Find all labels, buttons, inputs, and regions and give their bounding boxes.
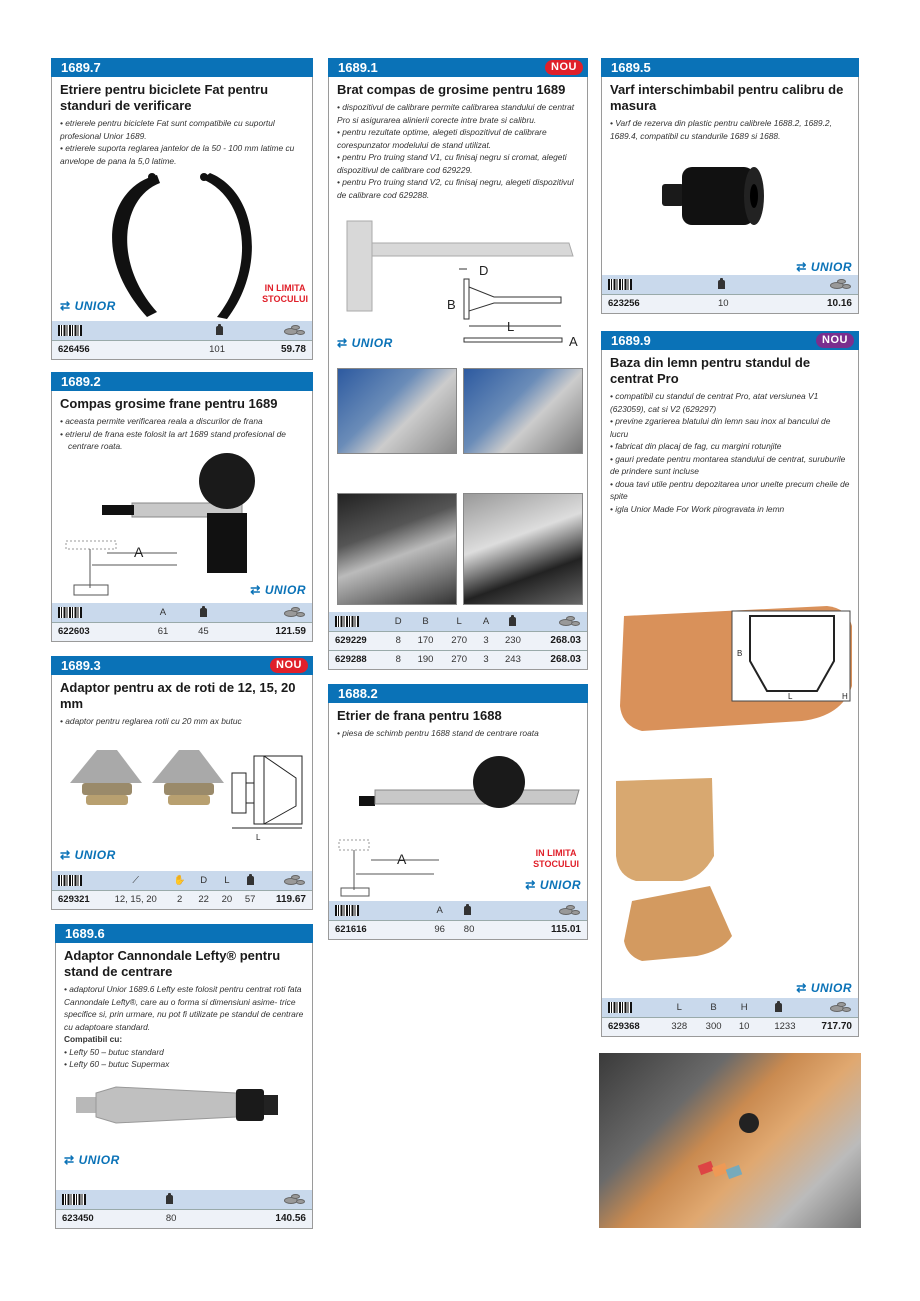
unior-logo bbox=[796, 260, 852, 274]
article-code: 623450 bbox=[62, 1213, 94, 1225]
unior-logo bbox=[60, 848, 116, 862]
product-image-area bbox=[329, 740, 587, 900]
desc-line: • etrierele suporta reglarea jantelor de la 50 - 100 mm latime cu anvelope de pana la 5,0 latime. bbox=[60, 143, 295, 166]
dim-a-value: 96 bbox=[434, 924, 445, 936]
product-card-1689-5 bbox=[601, 58, 859, 314]
product-description bbox=[329, 101, 587, 201]
svg-text:A: A bbox=[569, 334, 578, 349]
unior-mark-icon: ⇄ bbox=[64, 1152, 75, 1167]
price-value: 121.59 bbox=[275, 626, 306, 638]
desc-line: • previne zgarierea blatului din lemn sau inox al bancului de lucru bbox=[610, 416, 831, 439]
product-code-header bbox=[51, 656, 313, 675]
weight-value: 230 bbox=[505, 635, 521, 646]
dim-a-value: 61 bbox=[157, 626, 169, 638]
column-header-a: A bbox=[436, 904, 443, 916]
unior-logo bbox=[337, 336, 393, 350]
price-value: 119.67 bbox=[275, 894, 306, 906]
product-code-header bbox=[51, 58, 313, 77]
svg-text:B: B bbox=[737, 649, 743, 658]
column-header-l: L bbox=[676, 1001, 682, 1013]
product-title: Adaptor pentru ax de roti de 12, 15, 20 mm bbox=[60, 680, 296, 711]
article-code: 626456 bbox=[58, 344, 90, 356]
weight-icon bbox=[239, 871, 262, 890]
product-code-header bbox=[55, 924, 313, 943]
dim-d-value: 8 bbox=[395, 654, 401, 666]
price-value: 140.56 bbox=[275, 1213, 306, 1225]
desc-line: • adaptorul Unior 1689.6 Lefty este folosit pentru centrat roti fata Cannondale Lefty®, care au o forma si dimensiuni asime- trice specifice si, prin urmare, nu pot fi utilizate pe standul de centrare cu adaptoare standard. bbox=[64, 984, 304, 1032]
weight-value: 243 bbox=[505, 654, 521, 666]
svg-text:L: L bbox=[788, 692, 793, 701]
unior-logo bbox=[64, 1153, 120, 1167]
product-card-1689-6 bbox=[55, 924, 313, 1229]
desc-line: • compatibil cu standul de centrat Pro, atat versiunea V1 (623059), cat si V2 (629297) bbox=[610, 391, 819, 414]
brand-text: UNIOR bbox=[351, 336, 393, 350]
product-code: 1689.1 bbox=[338, 60, 378, 75]
dim-b-value: 170 bbox=[417, 635, 434, 646]
product-description bbox=[602, 117, 858, 142]
product-card-1688-2 bbox=[328, 684, 588, 940]
weight-icon bbox=[758, 998, 800, 1017]
compat-title: Compatibil cu: bbox=[64, 1034, 123, 1044]
desc-line: • pentru Pro truing stand V1, cu finisaj negru si cromat, alegeti dispozitivul de calibrare cod 629229. bbox=[337, 152, 567, 175]
product-description bbox=[52, 715, 312, 728]
unior-mark-icon: ⇄ bbox=[60, 847, 71, 862]
stock-line: STOCULUI bbox=[533, 858, 579, 869]
spec-table bbox=[56, 1190, 312, 1228]
replacement-tip-image bbox=[602, 142, 860, 272]
product-image-area bbox=[52, 728, 312, 878]
desc-line: • etrierele pentru biciclete Fat sunt compatibile cu suportul profesional Unior 1689. bbox=[60, 118, 275, 141]
svg-text:D: D bbox=[479, 263, 489, 278]
desc-line: • adaptor pentru reglarea rotii cu 20 mm ax butuc bbox=[60, 716, 242, 726]
unior-mark-icon: ⇄ bbox=[250, 582, 261, 597]
product-title: Varf interschimbabil pentru calibru de masura bbox=[610, 82, 844, 113]
product-image-area bbox=[602, 142, 858, 272]
price-icon bbox=[209, 1190, 312, 1209]
table-row bbox=[329, 631, 587, 650]
product-code: 1689.9 bbox=[611, 333, 651, 348]
svg-text:A: A bbox=[397, 850, 407, 867]
weight-value: 10 bbox=[718, 298, 729, 310]
desc-line: • dispozitivul de calibrare permite calibrarea standului de centrat Pro si asigurarea alinierii corecte intre brate si calibru. bbox=[337, 102, 575, 125]
brand-text: UNIOR bbox=[74, 847, 116, 862]
table-row bbox=[56, 1209, 312, 1228]
price-value: 717.70 bbox=[821, 1021, 852, 1033]
desc-line: • gauri predate pentru montarea standului de centrat, suruburile de prindere sunt incluse bbox=[610, 453, 846, 476]
weight-icon bbox=[496, 612, 530, 631]
brand-text: UNIOR bbox=[810, 981, 852, 995]
column-header-d: D bbox=[394, 615, 402, 627]
article-code: 623256 bbox=[608, 298, 640, 310]
new-badge: NOU bbox=[270, 658, 308, 673]
spec-table bbox=[602, 998, 858, 1036]
article-code: 629368 bbox=[608, 1021, 640, 1033]
price-value: 10.16 bbox=[826, 298, 852, 310]
product-card-1689-3 bbox=[51, 656, 313, 910]
brake-caliper-gauge-image bbox=[52, 453, 314, 603]
calibration-arm-image bbox=[329, 201, 589, 351]
compat-line: • Lefty 50 – butuc standard bbox=[64, 1046, 164, 1057]
desc-line: • piesa de schimb pentru 1688 stand de centrare roata bbox=[337, 728, 539, 738]
weight-value: 57 bbox=[244, 894, 256, 906]
dim-d-value: 8 bbox=[395, 635, 401, 646]
brake-caliper-image bbox=[329, 740, 589, 900]
price-icon bbox=[530, 612, 587, 631]
brand-text: UNIOR bbox=[264, 582, 306, 597]
desc-line: • pentru Pro truing stand V2, cu finisaj negru, alegeti dispozitivul de calibrare cod 629288. bbox=[337, 177, 574, 200]
barcode-icon bbox=[602, 275, 714, 294]
hand-tools-on-base-image bbox=[599, 1053, 861, 1228]
product-code: 1689.3 bbox=[61, 658, 101, 673]
stock-limited-note bbox=[262, 283, 308, 305]
wooden-base-image bbox=[602, 586, 860, 1006]
table-row bbox=[52, 890, 312, 909]
unior-logo bbox=[60, 299, 116, 313]
column-header-a: A bbox=[159, 606, 167, 618]
axle-icon: ⟋ bbox=[132, 874, 140, 886]
product-title: Etriere pentru biciclete Fat pentru standuri de verificare bbox=[60, 82, 269, 113]
spec-table bbox=[52, 871, 312, 909]
spec-table bbox=[52, 603, 312, 641]
product-description bbox=[52, 415, 312, 453]
product-code-header bbox=[601, 58, 859, 77]
stock-limited-note bbox=[533, 848, 579, 870]
desc-line: • doua tavi utile pentru depozitarea unor unelte precum cheile de spite bbox=[610, 478, 850, 501]
barcode-icon bbox=[329, 612, 388, 631]
unior-mark-icon: ⇄ bbox=[525, 877, 536, 892]
table-row bbox=[52, 622, 312, 641]
svg-text:L: L bbox=[256, 832, 261, 842]
product-description bbox=[329, 727, 587, 740]
barcode-icon bbox=[52, 321, 129, 340]
price-value: 268.03 bbox=[550, 635, 581, 646]
product-description bbox=[56, 983, 312, 1071]
product-card-1689-1 bbox=[328, 58, 588, 670]
price-icon bbox=[800, 998, 859, 1017]
weight-icon bbox=[714, 275, 764, 294]
usage-photo-3 bbox=[337, 493, 457, 605]
weight-icon bbox=[183, 603, 223, 622]
desc-line: • Varf de rezerva din plastic pentru calibrele 1688.2, 1689.2, 1689.4, compatibil cu standurile 1689 si 1688. bbox=[610, 118, 832, 141]
svg-text:H: H bbox=[842, 692, 848, 701]
barcode-icon bbox=[52, 603, 143, 622]
usage-photo-4 bbox=[463, 493, 583, 605]
product-image-area bbox=[329, 201, 587, 351]
weight-icon bbox=[460, 901, 500, 920]
axle-value: 12, 15, 20 bbox=[114, 894, 157, 906]
weight-value: 45 bbox=[198, 626, 209, 638]
table-row bbox=[329, 650, 587, 669]
product-code-header bbox=[601, 331, 859, 350]
desc-line: • fabricat din placaj de fag, cu margini rotunjite bbox=[610, 441, 782, 451]
dim-l-value: 328 bbox=[671, 1021, 688, 1033]
column-header-h: H bbox=[740, 1001, 748, 1013]
brand-text: UNIOR bbox=[74, 299, 116, 313]
svg-text:A: A bbox=[134, 543, 144, 560]
dim-d-value: 22 bbox=[198, 894, 209, 906]
weight-value: 101 bbox=[209, 344, 225, 356]
desc-line: • igla Unior Made For Work pirogravata in lemn bbox=[610, 503, 785, 514]
table-row bbox=[602, 1017, 858, 1036]
price-icon bbox=[500, 901, 587, 920]
price-value: 268.03 bbox=[550, 654, 581, 666]
spec-table bbox=[329, 612, 587, 669]
product-image-area bbox=[52, 453, 312, 603]
barcode-icon bbox=[329, 901, 419, 920]
product-card-1689-2 bbox=[51, 372, 313, 642]
spec-table bbox=[52, 321, 312, 359]
weight-value: 80 bbox=[165, 1213, 177, 1225]
new-badge: NOU bbox=[545, 60, 583, 75]
qty-value: 2 bbox=[176, 894, 183, 906]
hand-icon: ✋ bbox=[173, 874, 186, 886]
dim-h-value: 10 bbox=[738, 1021, 750, 1033]
product-code: 1689.2 bbox=[61, 374, 101, 389]
product-title: Compas grosime frane pentru 1689 bbox=[60, 396, 278, 411]
stock-line: IN LIMITA bbox=[535, 847, 577, 858]
weight-icon bbox=[162, 1190, 209, 1209]
new-badge: NOU bbox=[816, 333, 854, 348]
product-image-area bbox=[52, 167, 312, 327]
column-header-l: L bbox=[224, 874, 230, 886]
product-code: 1689.6 bbox=[65, 926, 105, 941]
dim-a-value: 3 bbox=[483, 635, 489, 646]
unior-mark-icon: ⇄ bbox=[60, 299, 71, 313]
product-code-header bbox=[328, 684, 588, 703]
svg-text:B: B bbox=[447, 297, 456, 312]
article-code: 622603 bbox=[58, 626, 90, 638]
table-row bbox=[329, 920, 587, 939]
dim-l-value: 270 bbox=[451, 635, 468, 646]
product-title: Baza din lemn pentru standul de centrat Pro bbox=[610, 355, 811, 386]
unior-logo bbox=[796, 981, 852, 995]
price-icon bbox=[764, 275, 858, 294]
unior-logo bbox=[525, 878, 581, 892]
product-code: 1689.5 bbox=[611, 60, 651, 75]
spec-table bbox=[602, 275, 858, 313]
unior-mark-icon: ⇄ bbox=[337, 336, 348, 350]
compat-line: • Lefty 60 – butuc Supermax bbox=[64, 1059, 170, 1069]
product-title: Adaptor Cannondale Lefty® pentru stand de centrare bbox=[64, 948, 281, 979]
article-code: 629288 bbox=[335, 654, 367, 666]
product-code-header bbox=[51, 372, 313, 391]
product-code: 1688.2 bbox=[338, 686, 378, 701]
price-value: 59.78 bbox=[280, 344, 306, 356]
price-icon bbox=[224, 603, 312, 622]
dim-a-value: 3 bbox=[483, 654, 489, 666]
brand-text: UNIOR bbox=[78, 1152, 120, 1167]
weight-icon bbox=[169, 321, 247, 340]
brand-text: UNIOR bbox=[810, 260, 852, 274]
usage-photo-1 bbox=[337, 368, 457, 454]
barcode-icon bbox=[602, 998, 662, 1017]
product-code-header bbox=[328, 58, 588, 77]
article-code: 629321 bbox=[58, 894, 90, 906]
product-description bbox=[602, 390, 858, 515]
product-title: Etrier de frana pentru 1688 bbox=[337, 708, 502, 723]
product-image-area bbox=[56, 1071, 312, 1171]
price-value: 115.01 bbox=[550, 924, 581, 936]
product-card-1689-9 bbox=[601, 331, 859, 1037]
unior-mark-icon: ⇄ bbox=[796, 981, 807, 995]
spec-table bbox=[329, 901, 587, 939]
stock-line: STOCULUI bbox=[262, 294, 308, 304]
product-card-1689-7 bbox=[51, 58, 313, 360]
table-row bbox=[602, 294, 858, 313]
product-description bbox=[52, 117, 312, 167]
barcode-icon bbox=[52, 871, 104, 890]
wooden-base-lifestyle-photo bbox=[599, 1053, 861, 1228]
stock-line: IN LIMITA bbox=[264, 283, 306, 293]
unior-logo bbox=[250, 583, 306, 597]
column-header-b: B bbox=[710, 1001, 717, 1013]
product-code: 1689.7 bbox=[61, 60, 101, 75]
unior-mark-icon: ⇄ bbox=[796, 260, 807, 274]
barcode-icon bbox=[56, 1190, 162, 1209]
product-title: Brat compas de grosime pentru 1689 bbox=[337, 82, 566, 97]
price-icon bbox=[262, 871, 312, 890]
weight-value: 1233 bbox=[774, 1021, 796, 1033]
price-icon bbox=[247, 321, 312, 340]
column-header-b: B bbox=[422, 615, 429, 627]
desc-line: • pentru rezultate optime, alegeti dispozitivul de calibrare corespunzator modelului de stand utilizat. bbox=[337, 127, 547, 150]
desc-line: • etrierul de frana este folosit la art 1689 stand profesional de centrare roata. bbox=[60, 428, 286, 451]
article-code: 621616 bbox=[335, 924, 367, 936]
column-header-a: A bbox=[482, 615, 490, 627]
table-row bbox=[52, 340, 312, 359]
usage-photo-2 bbox=[463, 368, 583, 454]
brand-text: UNIOR bbox=[539, 877, 581, 892]
dim-b-value: 190 bbox=[417, 654, 434, 666]
dim-b-value: 300 bbox=[705, 1021, 722, 1033]
dim-l-value: 270 bbox=[451, 654, 468, 666]
column-header-l: L bbox=[456, 615, 462, 627]
column-header-d: D bbox=[200, 874, 208, 886]
dim-l-value: 20 bbox=[221, 894, 233, 906]
svg-text:L: L bbox=[507, 319, 515, 334]
article-code: 629229 bbox=[335, 635, 367, 646]
weight-value: 80 bbox=[463, 924, 475, 936]
desc-line: • aceasta permite verificarea reala a discurilor de frana bbox=[60, 416, 263, 426]
